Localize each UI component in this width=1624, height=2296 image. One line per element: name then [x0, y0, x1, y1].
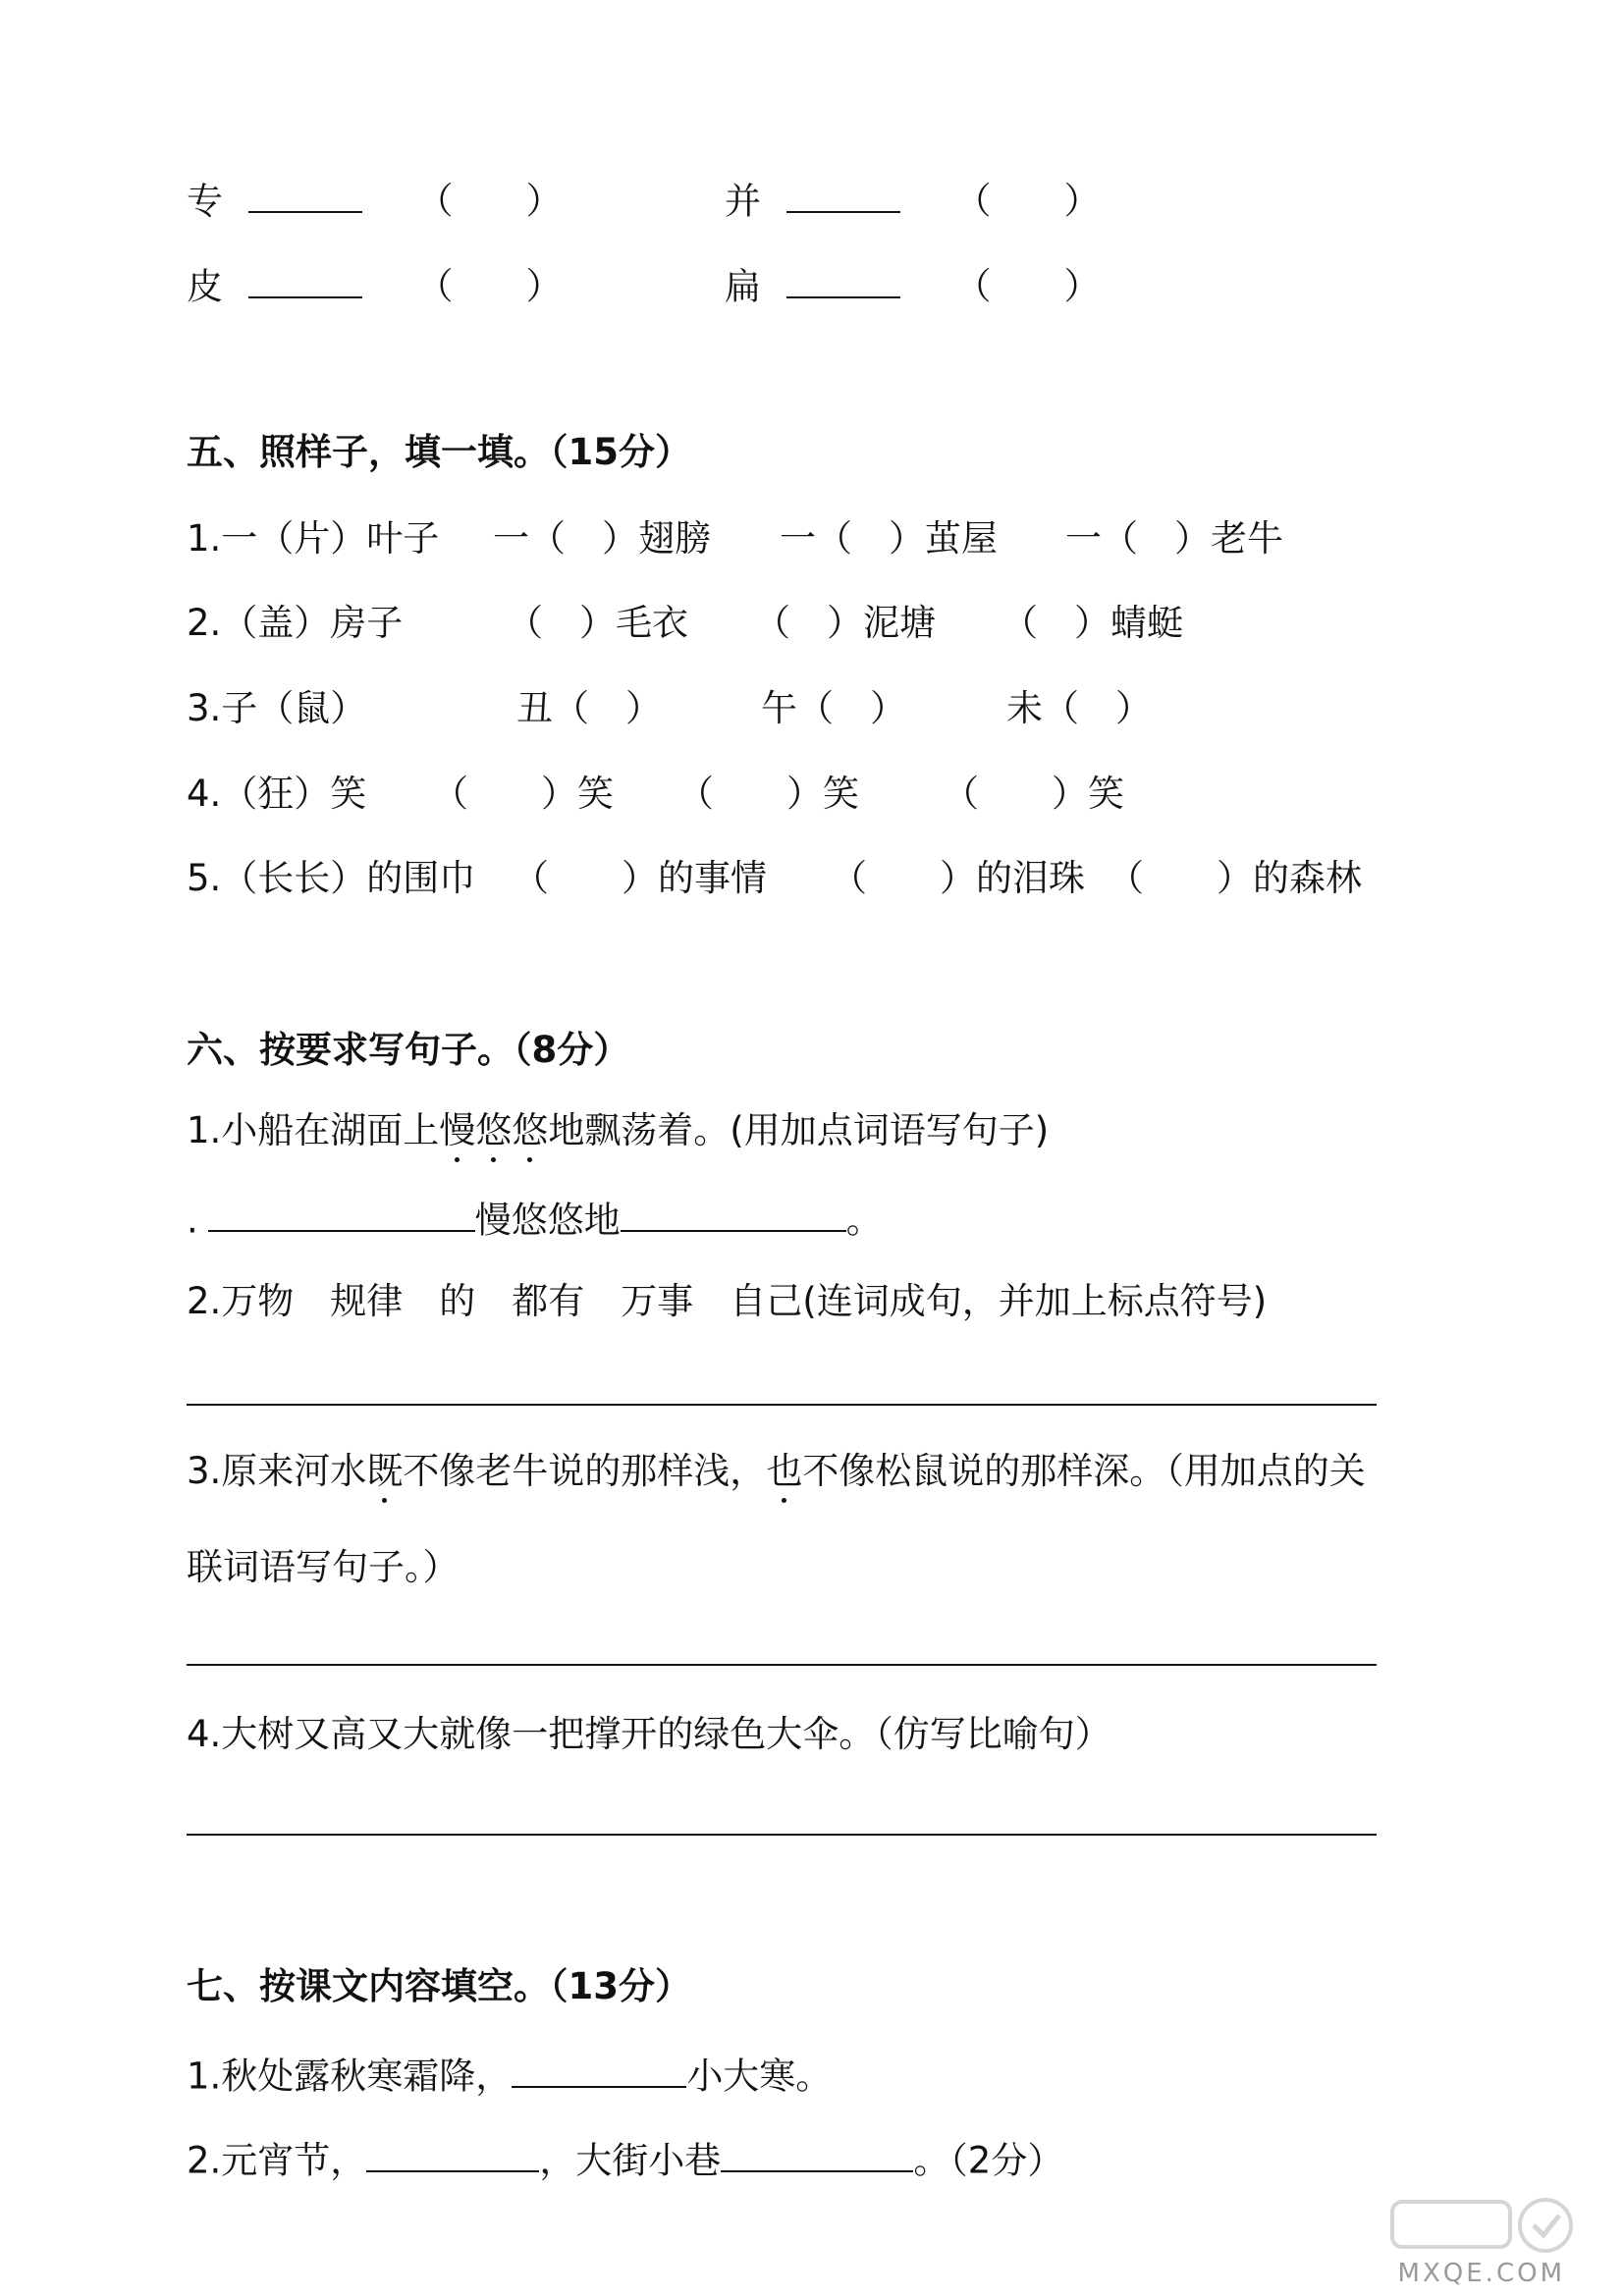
s6-q3-c: 不像松鼠说的那样深。（用加点的关	[802, 1450, 1366, 1492]
s5-q3-a: 3.子（鼠）	[187, 687, 367, 729]
s7-q2-pre: 2.元宵节，	[187, 2139, 367, 2182]
s7-q2-post: 。（2分）	[913, 2139, 1064, 2182]
section-7-title: 七、按课文内容填空。（13分）	[187, 1965, 691, 2007]
s5-q2-d: （ ）蜻蜓	[1001, 602, 1183, 644]
s5-q1-a: 1.一（片）叶子	[187, 517, 440, 560]
s5-q4-b: （ ）笑	[432, 773, 614, 815]
s6-q3-b: 不像老牛说的那样浅，	[403, 1450, 767, 1492]
s5-q3-c: 午（ ）	[761, 687, 906, 729]
answer-line[interactable]	[187, 1664, 1377, 1666]
char-bing: 并	[725, 180, 761, 223]
s5-q1-c: 一（ ）茧屋	[780, 517, 998, 560]
section-5-title: 五、照样子，填一填。（15分）	[187, 431, 691, 473]
blank[interactable]	[248, 179, 362, 213]
s5-q5-c: （ ）的泪珠	[831, 857, 1085, 899]
s5-q5-a: 5.（长长）的围巾	[187, 857, 476, 899]
s6-q1-pre: 1.小船在湖面上	[187, 1109, 440, 1151]
s6-q1-answer	[187, 1198, 883, 1242]
s6-q1-ans-pre: .	[187, 1199, 198, 1242]
answer-blank[interactable]	[721, 2138, 913, 2172]
s7-q2-mid: ，大街小巷	[539, 2139, 722, 2182]
paren: （ ）	[416, 180, 563, 223]
s5-q4-a: 4.（狂）笑	[187, 773, 367, 815]
s5-q3-b: 丑（ ）	[516, 687, 662, 729]
char-row-1b	[725, 179, 1101, 223]
char-pi: 皮	[187, 265, 223, 308]
s6-q2: 2.万物 规律 的 都有 万事 自己(连词成句，并加上标点符号)	[187, 1280, 1268, 1322]
char-row-1	[187, 179, 563, 223]
s7-q2	[187, 2138, 1064, 2182]
s6-q3-line2: 联词语写句子。）	[187, 1546, 460, 1588]
s5-q4-c: （ ）笑	[677, 773, 859, 815]
s7-q1-post: 小大寒。	[686, 2055, 833, 2098]
s5-q5-d: （ ）的森林	[1108, 857, 1362, 899]
s5-q3-d: 未（ ）	[1006, 687, 1152, 729]
answer-blank[interactable]	[366, 2138, 539, 2172]
answer-line[interactable]	[187, 1404, 1377, 1406]
answer-blank[interactable]	[621, 1198, 846, 1232]
s6-q1-ans-end: 。	[845, 1199, 883, 1242]
answer-blank[interactable]	[512, 2054, 686, 2088]
paren: （ ）	[416, 265, 563, 308]
watermark-text: MXQE.COM	[1397, 2259, 1565, 2288]
blank[interactable]	[786, 264, 900, 298]
blank[interactable]	[786, 179, 900, 213]
s6-q1	[187, 1109, 1050, 1151]
blank[interactable]	[248, 264, 362, 298]
emphasis-char: 慢	[439, 1109, 476, 1151]
char-row-2	[187, 264, 563, 308]
s5-q2-c: （ ）泥塘	[754, 602, 936, 644]
emphasis-char: 既	[366, 1450, 404, 1492]
s7-q1	[187, 2054, 833, 2098]
s5-q1-b: 一（ ）翅膀	[493, 517, 711, 560]
section-6-title: 六、按要求写句子。（8分）	[187, 1029, 630, 1071]
emphasis-char: 也	[766, 1450, 803, 1492]
paren: （ ）	[954, 180, 1101, 223]
emphasis-char: 悠	[475, 1109, 513, 1151]
s6-q1-post: 地飘荡着。(用加点词语写句子)	[548, 1109, 1050, 1151]
answer-blank[interactable]	[208, 1198, 475, 1232]
s6-q1-ans-word: 慢悠悠地	[474, 1199, 621, 1242]
s5-q5-b: （ ）的事情	[513, 857, 767, 899]
answer-line[interactable]	[187, 1834, 1377, 1836]
s5-q2-b: （ ）毛衣	[507, 602, 688, 644]
char-bian: 扁	[725, 265, 761, 308]
s6-q3	[187, 1450, 1366, 1492]
paren: （ ）	[954, 265, 1101, 308]
s5-q2-a: 2.（盖）房子	[187, 602, 404, 644]
s6-q4: 4.大树又高又大就像一把撑开的绿色大伞。（仿写比喻句）	[187, 1713, 1111, 1755]
char-row-2b	[725, 264, 1101, 308]
s6-q3-a: 3.原来河水	[187, 1450, 367, 1492]
s5-q4-d: （ ）笑	[943, 773, 1124, 815]
s5-q1-d: 一（ ）老牛	[1065, 517, 1283, 560]
emphasis-char: 悠	[512, 1109, 549, 1151]
char-zhuan: 专	[187, 180, 223, 223]
s7-q1-pre: 1.秋处露秋寒霜降，	[187, 2055, 513, 2098]
